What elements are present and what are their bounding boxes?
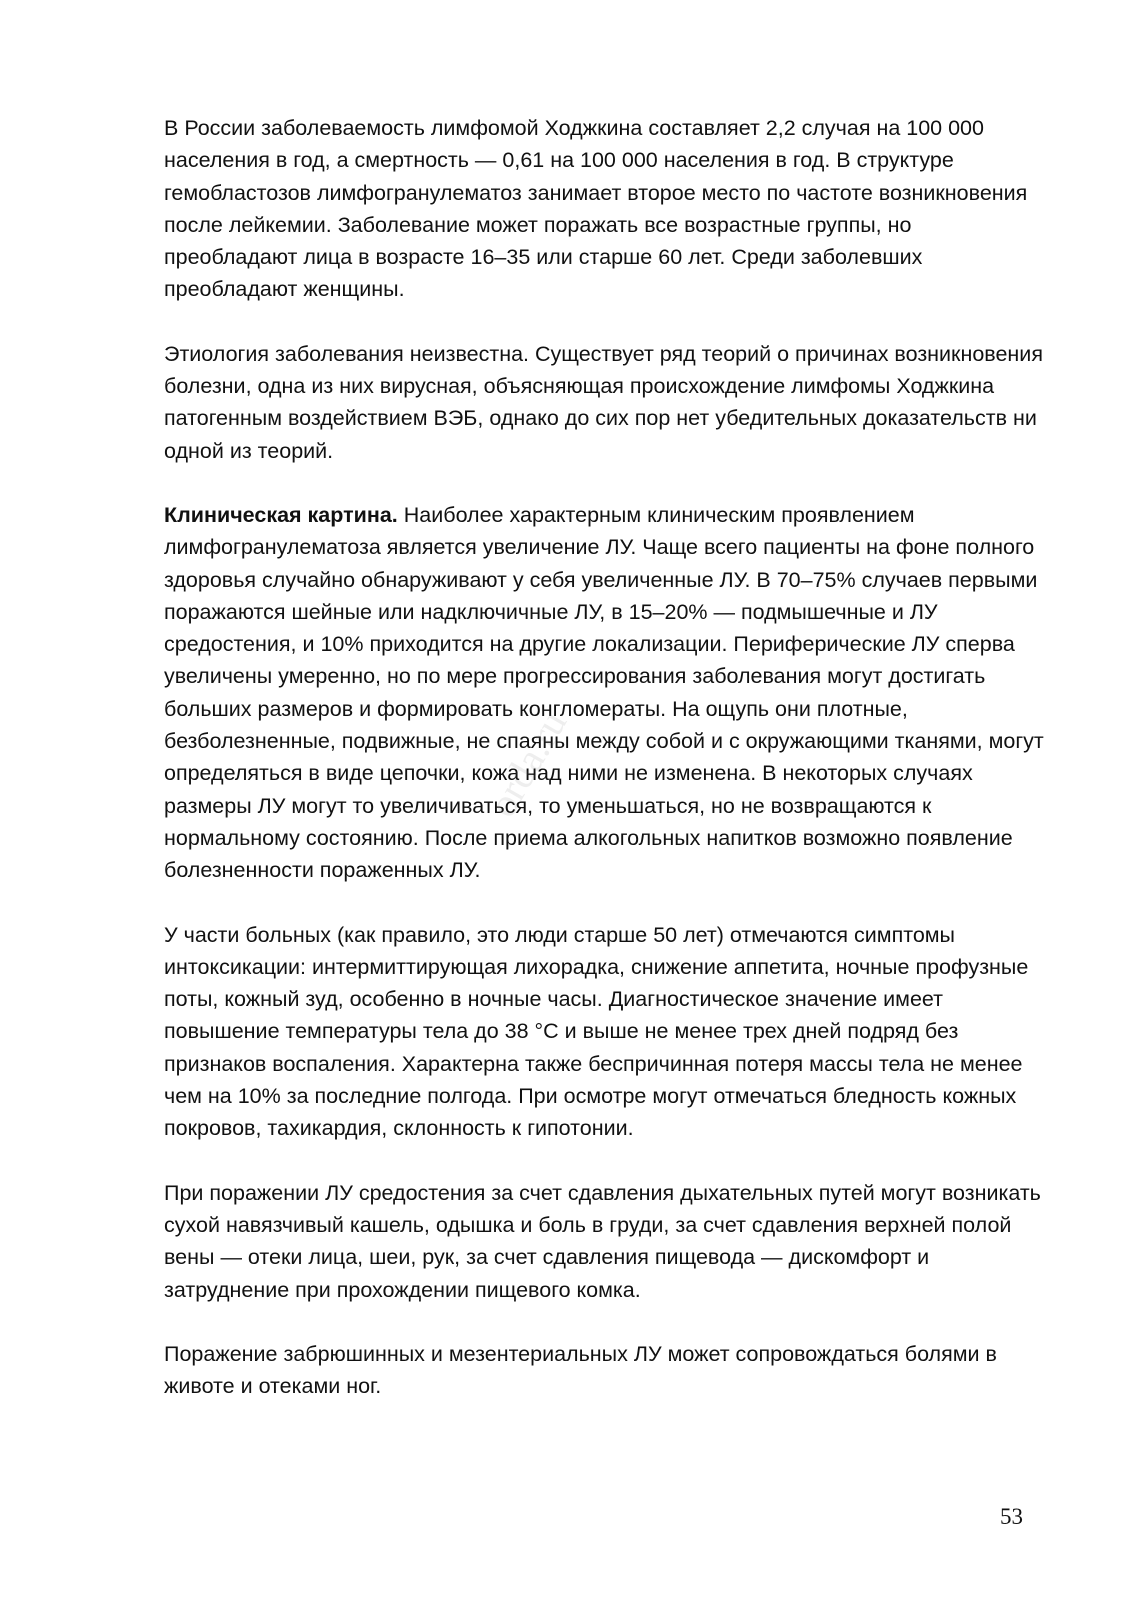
paragraph-incidence: В России заболеваемость лимфомой Ходжкина составляет 2,2 случая на 100 000 населения в год, а смертность — 0,61 на 100 000 населения в год. В структуре гемобластозов лимфогранулематоз занимает второе место по частоте возникновения после лейкемии. Заболевание может поражать все возрастные группы, но преобладают лица в возрасте 16–35 или старше 60 лет. Среди заболевших преобладают женщины. (164, 116, 1028, 302)
page-body (164, 112, 1044, 1434)
paragraph-etiology: Этиология заболевания неизвестна. Существует ряд теорий о причинах возникновения болезни, одна из них вирусная, объясняющая происхождение лимфомы Ходжкина патогенным воздействием ВЭБ, однако до сих пор нет убедительных доказательств ни одной из теорий. (164, 341, 1043, 463)
paragraph-mediastinum: При поражении ЛУ средостения за счет сдавления дыхательных путей могут возникать сухой навязчивый кашель, одышка и боль в груди, за счет сдавления верхней полой вены — отеки лица, шеи, рук, за счет сдавления пищевода — дискомфорт и затруднение при прохождении пищевого комка. (164, 1180, 1041, 1302)
clinical-picture-text: Наиболее характерным клиническим проявлением лимфогранулематоза является увеличение ЛУ. Чаще всего пациенты на фоне полного здоровья случайно обнаруживают у себя увеличенные ЛУ. В 70–75% случаев первыми поражаются шейные или надключичные ЛУ, в 15–20% — подмышечные и ЛУ средостения, и 10% приходится на другие локализации. Периферические ЛУ сперва увеличены умеренно, но по мере прогрессирования заболевания могут достигать больших размеров и формировать конгломераты. На ощупь они плотные, безболезненные, подвижные, не спаяны между собой и с окружающими тканями, могут определяться в виде цепочки, кожа над ними не изменена. В некоторых случаях размеры ЛУ могут то увеличиваться, то уменьшаться, но не возвращаются к нормальному состоянию. После приема алкогольных напитков возможно появление болезненности пораженных ЛУ. (164, 502, 1044, 883)
paragraph-clinical-picture (164, 499, 1044, 887)
clinical-picture-heading: Клиническая картина. (164, 502, 398, 527)
page-number: 53 (1000, 1504, 1023, 1529)
paragraph-intoxication: У части больных (как правило, это люди старше 50 лет) отмечаются симптомы интоксикации: интермиттирующая лихорадка, снижение аппетита, ночные профузные поты, кожный зуд, особенно в ночные часы. Диагностическое значение имеет повышение температуры тела до 38 °С и выше не менее трех дней подряд без признаков воспаления. Характерна также беспричинная потеря массы тела не менее чем на 10% за последние полгода. При осмотре могут отмечаться бледность кожных покровов, тахикардия, склонность к гипотонии. (164, 922, 1029, 1141)
paragraph-retroperitoneal: Поражение забрюшинных и мезентериальных ЛУ может сопровождаться болями в животе и отеками ног. (164, 1341, 997, 1399)
watermark: orda.ru (479, 702, 576, 825)
